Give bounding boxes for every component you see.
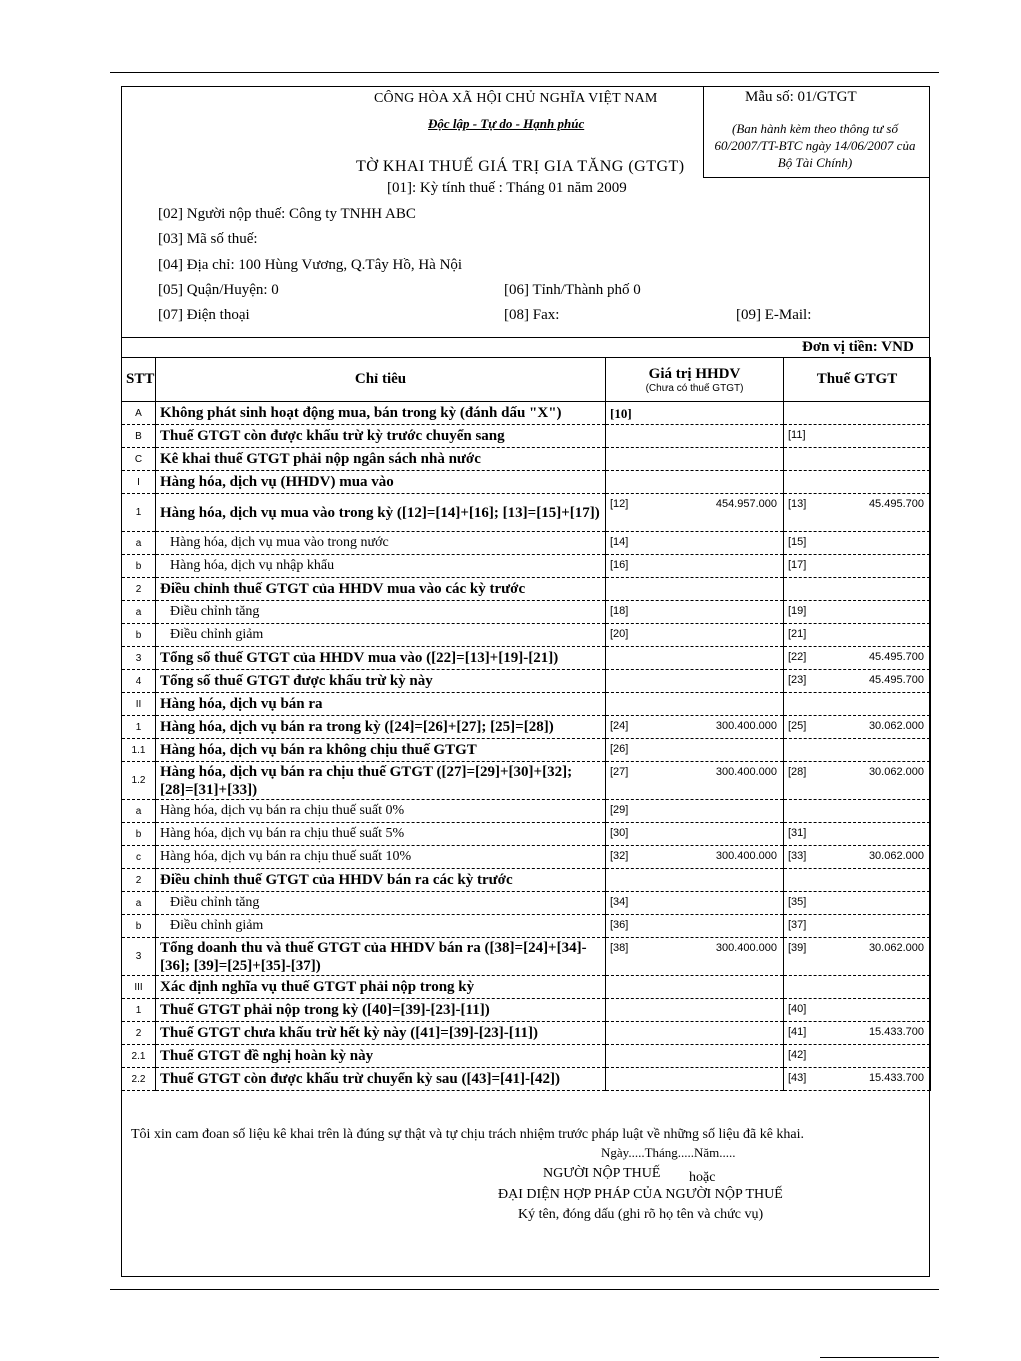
row-label: Tổng doanh thu và thuế GTGT của HHDV bán ra ([38]=[24]+[34]-[36]; [39]=[25]+[35]-[37]): [156, 938, 606, 976]
value-cell: [606, 892, 784, 915]
taxpayer-name: [02] Người nộp thuế: Công ty TNHH ABC: [158, 206, 416, 222]
table-row: [122, 823, 931, 846]
field-code: [40]: [788, 1003, 807, 1015]
tax-cell: [784, 800, 931, 823]
tax-cell: [784, 555, 931, 578]
value-cell: [606, 425, 784, 448]
representative-title: ĐẠI DIỆN HỢP PHÁP CỦA NGƯỜI NỘP THUẾ: [498, 1187, 783, 1202]
district: [05] Quận/Huyện: 0: [158, 282, 279, 298]
col-value-title: Giá trị HHDV: [648, 365, 741, 382]
row-stt: A: [122, 402, 156, 425]
national-motto: Độc lập - Tự do - Hạnh phúc: [428, 116, 585, 131]
field-code: [12]: [610, 498, 629, 510]
value-cell: [606, 823, 784, 846]
row-label: Thuế GTGT còn được khấu trừ kỳ trước chuyển sang: [156, 425, 606, 448]
value-cell: [606, 647, 784, 670]
declaration-table: [121, 357, 931, 1091]
bottom-rule: [110, 1289, 939, 1290]
tax-cell: [784, 601, 931, 624]
field-value: 300.400.000: [715, 720, 777, 732]
issued-by-note: (Ban hành kèm theo thông tư số 60/2007/TT-BTC ngày 14/06/2007 của Bộ Tài Chính): [714, 121, 916, 170]
row-stt: 1: [122, 494, 156, 532]
field-code: [22]: [788, 651, 807, 663]
tax-code: [03] Mã số thuế:: [158, 231, 258, 247]
value-cell: [606, 555, 784, 578]
field-code: [26]: [610, 743, 629, 755]
field-code: [35]: [788, 896, 807, 908]
field-code: [34]: [610, 896, 629, 908]
row-stt: III: [122, 976, 156, 999]
field-code: [18]: [610, 605, 629, 617]
table-row: [122, 532, 931, 555]
field-value: 45.495.700: [868, 651, 924, 663]
taxpayer-address: [04] Địa chỉ: 100 Hùng Vương, Q.Tây Hồ, Hà Nội: [158, 257, 463, 273]
table-row: [122, 716, 931, 739]
corner-rule: [820, 1357, 939, 1358]
row-stt: 3: [122, 647, 156, 670]
field-code: [19]: [788, 605, 807, 617]
tax-cell: [784, 693, 931, 716]
table-row: [122, 624, 931, 647]
row-stt: c: [122, 846, 156, 869]
field-code: [13]: [788, 498, 807, 510]
field-code: [29]: [610, 804, 629, 816]
field-code: [24]: [610, 720, 629, 732]
row-label: Tổng số thuế GTGT của HHDV mua vào ([22]=[13]+[19]-[21]): [156, 647, 606, 670]
sign-date: Ngày.....Tháng.....Năm.....: [601, 1145, 736, 1160]
declaration-statement: Tôi xin cam đoan số liệu kê khai trên là đúng sự thật và tự chịu trách nhiệm trước pháp luật về những số liệu đã kê khai.: [131, 1127, 805, 1142]
tax-cell: [784, 402, 931, 425]
tax-cell: [784, 976, 931, 999]
tax-cell: [784, 999, 931, 1022]
row-label: Hàng hóa, dịch vụ bán ra trong kỳ ([24]=[26]+[27]; [25]=[28]): [156, 716, 606, 739]
value-cell: [606, 601, 784, 624]
row-stt: 4: [122, 670, 156, 693]
field-code: [38]: [610, 942, 629, 954]
col-indicator: Chỉ tiêu: [156, 358, 606, 402]
field-code: [30]: [610, 827, 629, 839]
row-label: Hàng hóa, dịch vụ bán ra: [156, 693, 606, 716]
col-stt: STT: [122, 358, 156, 402]
tax-cell: [784, 471, 931, 494]
tax-cell: [784, 915, 931, 938]
tax-cell: [784, 448, 931, 471]
row-label: Thuế GTGT chưa khấu trừ hết kỳ này ([41]=[39]-[23]-[11]): [156, 1022, 606, 1045]
row-label: Hàng hóa, dịch vụ mua vào trong kỳ ([12]=[14]+[16]; [13]=[15]+[17]): [156, 494, 606, 532]
field-code: [23]: [788, 674, 807, 686]
field-value: 45.495.700: [868, 674, 924, 686]
tax-cell: [784, 823, 931, 846]
row-label: Hàng hóa, dịch vụ bán ra chịu thuế GTGT ([27]=[29]+[30]+[32]; [28]=[31]+[33]): [156, 762, 606, 800]
province: [06] Tỉnh/Thành phố 0: [504, 282, 641, 298]
row-stt: 1: [122, 716, 156, 739]
tax-cell: [784, 670, 931, 693]
field-code: [39]: [788, 942, 807, 954]
table-row: [122, 892, 931, 915]
table-row: [122, 647, 931, 670]
value-cell: [606, 716, 784, 739]
row-label: Tổng số thuế GTGT được khấu trừ kỳ này: [156, 670, 606, 693]
sign-instruction: Ký tên, đóng dấu (ghi rõ họ tên và chức vụ): [518, 1207, 764, 1222]
value-cell: [606, 800, 784, 823]
field-code: [10]: [610, 406, 632, 421]
tax-cell: [784, 869, 931, 892]
tax-cell: [784, 578, 931, 601]
value-cell: [606, 402, 784, 425]
tax-cell: [784, 494, 931, 532]
field-code: [31]: [788, 827, 807, 839]
table-body: [122, 402, 931, 1091]
value-cell: [606, 1022, 784, 1045]
row-stt: C: [122, 448, 156, 471]
table-row: [122, 869, 931, 892]
row-label: Xác định nghĩa vụ thuế GTGT phải nộp trong kỳ: [156, 976, 606, 999]
row-stt: 1.2: [122, 762, 156, 800]
row-label: Hàng hóa, dịch vụ nhập khẩu: [156, 555, 606, 578]
table-row: [122, 494, 931, 532]
field-code: [21]: [788, 628, 807, 640]
table-row: [122, 402, 931, 425]
field-value: 30.062.000: [868, 766, 924, 778]
tax-cell: [784, 1068, 931, 1091]
value-cell: [606, 578, 784, 601]
tax-cell: [784, 647, 931, 670]
table-row: [122, 976, 931, 999]
table-row: [122, 915, 931, 938]
table-row: [122, 800, 931, 823]
value-cell: [606, 976, 784, 999]
field-value: 15.433.700: [868, 1026, 924, 1038]
row-stt: 2: [122, 578, 156, 601]
value-cell: [606, 494, 784, 532]
row-stt: b: [122, 823, 156, 846]
form-number: Mẫu số: 01/GTGT: [745, 89, 857, 105]
row-label: Thuế GTGT đề nghị hoàn kỳ này: [156, 1045, 606, 1068]
row-stt: b: [122, 624, 156, 647]
row-stt: a: [122, 532, 156, 555]
field-code: [42]: [788, 1049, 807, 1061]
row-stt: b: [122, 555, 156, 578]
col-value-note: (Chưa có thuế GTGT): [645, 382, 744, 394]
value-cell: [606, 869, 784, 892]
row-label: Thuế GTGT còn được khấu trừ chuyển kỳ sau ([43]=[41]-[42]): [156, 1068, 606, 1091]
tax-cell: [784, 846, 931, 869]
row-label: Điều chỉnh thuế GTGT của HHDV mua vào các kỳ trước: [156, 578, 606, 601]
table-row: [122, 938, 931, 976]
row-label: Hàng hóa, dịch vụ bán ra chịu thuế suất 0%: [156, 800, 606, 823]
value-cell: [606, 670, 784, 693]
row-stt: II: [122, 693, 156, 716]
table-row: [122, 1068, 931, 1091]
value-cell: [606, 762, 784, 800]
value-cell: [606, 471, 784, 494]
tax-cell: [784, 892, 931, 915]
row-stt: 1.1: [122, 739, 156, 762]
row-label: Điều chỉnh thuế GTGT của HHDV bán ra các kỳ trước: [156, 869, 606, 892]
section-separator: [121, 337, 930, 338]
tax-cell: [784, 938, 931, 976]
value-cell: [606, 915, 784, 938]
field-code: [25]: [788, 720, 807, 732]
field-code: [37]: [788, 919, 807, 931]
form-title: TỜ KHAI THUẾ GIÁ TRỊ GIA TĂNG (GTGT): [356, 158, 685, 175]
value-cell: [606, 693, 784, 716]
tax-cell: [784, 425, 931, 448]
tax-period: [01]: Kỳ tính thuế : Tháng 01 năm 2009: [387, 180, 627, 196]
tax-cell: [784, 1022, 931, 1045]
row-stt: a: [122, 892, 156, 915]
field-value: 300.400.000: [715, 850, 777, 862]
field-code: [20]: [610, 628, 629, 640]
field-value: 30.062.000: [868, 942, 924, 954]
field-code: [11]: [788, 429, 806, 441]
value-cell: [606, 624, 784, 647]
row-stt: 2: [122, 1022, 156, 1045]
row-stt: a: [122, 601, 156, 624]
country-name: CÔNG HÒA XÃ HỘI CHỦ NGHĨA VIỆT NAM: [374, 91, 658, 106]
row-label: Thuế GTGT phải nộp trong kỳ ([40]=[39]-[23]-[11]): [156, 999, 606, 1022]
row-label: Điều chỉnh tăng: [156, 892, 606, 915]
table-row: [122, 1045, 931, 1068]
field-code: [41]: [788, 1026, 807, 1038]
tax-cell: [784, 624, 931, 647]
field-value: 30.062.000: [868, 850, 924, 862]
field-code: [15]: [788, 536, 807, 548]
row-label: Điều chỉnh tăng: [156, 601, 606, 624]
row-stt: a: [122, 800, 156, 823]
value-cell: [606, 1068, 784, 1091]
row-stt: B: [122, 425, 156, 448]
table-row: [122, 448, 931, 471]
value-cell: [606, 448, 784, 471]
field-value: 300.400.000: [715, 766, 777, 778]
fax: [08] Fax:: [504, 307, 560, 323]
row-label: Hàng hóa, dịch vụ (HHDV) mua vào: [156, 471, 606, 494]
table-row: [122, 471, 931, 494]
signer-title: NGƯỜI NỘP THUẾ: [543, 1166, 661, 1181]
table-row: [122, 578, 931, 601]
row-stt: 2.1: [122, 1045, 156, 1068]
value-cell: [606, 999, 784, 1022]
field-code: [17]: [788, 559, 807, 571]
row-label: Hàng hóa, dịch vụ bán ra chịu thuế suất 10%: [156, 846, 606, 869]
row-label: Hàng hóa, dịch vụ bán ra chịu thuế suất 5%: [156, 823, 606, 846]
field-code: [16]: [610, 559, 629, 571]
col-value: [606, 358, 784, 402]
or-text: hoặc: [689, 1170, 716, 1185]
value-cell: [606, 846, 784, 869]
field-code: [33]: [788, 850, 807, 862]
row-stt: b: [122, 915, 156, 938]
row-stt: 1: [122, 999, 156, 1022]
table-row: [122, 739, 931, 762]
field-value: 300.400.000: [715, 942, 777, 954]
row-label: Điều chỉnh giảm: [156, 624, 606, 647]
table-row: [122, 670, 931, 693]
row-stt: 2: [122, 869, 156, 892]
table-row: [122, 425, 931, 448]
col-tax: Thuế GTGT: [784, 358, 931, 402]
field-value: 15.433.700: [868, 1072, 924, 1084]
table-row: [122, 1022, 931, 1045]
field-code: [28]: [788, 766, 807, 778]
field-code: [43]: [788, 1072, 807, 1084]
row-label: Hàng hóa, dịch vụ bán ra không chịu thuế GTGT: [156, 739, 606, 762]
tax-cell: [784, 716, 931, 739]
table-row: [122, 601, 931, 624]
table-row: [122, 693, 931, 716]
field-value: 45.495.700: [868, 498, 924, 510]
value-cell: [606, 938, 784, 976]
row-label: Kê khai thuế GTGT phải nộp ngân sách nhà nước: [156, 448, 606, 471]
row-label: Không phát sinh hoạt động mua, bán trong kỳ (đánh dấu "X"): [156, 402, 606, 425]
top-rule: [110, 72, 939, 73]
field-value: 454.957.000: [715, 498, 777, 510]
field-code: [32]: [610, 850, 629, 862]
currency-unit: Đơn vị tiền: VND: [802, 339, 914, 355]
value-cell: [606, 739, 784, 762]
row-stt: 3: [122, 938, 156, 976]
value-cell: [606, 1045, 784, 1068]
field-code: [36]: [610, 919, 629, 931]
value-cell: [606, 532, 784, 555]
field-code: [27]: [610, 766, 629, 778]
email: [09] E-Mail:: [736, 307, 812, 323]
table-row: [122, 999, 931, 1022]
field-code: [14]: [610, 536, 629, 548]
tax-cell: [784, 532, 931, 555]
tax-cell: [784, 1045, 931, 1068]
table-row: [122, 762, 931, 800]
row-stt: I: [122, 471, 156, 494]
phone: [07] Điện thoại: [158, 307, 250, 323]
table-row: [122, 555, 931, 578]
table-header: [122, 358, 931, 402]
row-label: Hàng hóa, dịch vụ mua vào trong nước: [156, 532, 606, 555]
tax-cell: [784, 762, 931, 800]
row-label: Điều chỉnh giảm: [156, 915, 606, 938]
row-stt: 2.2: [122, 1068, 156, 1091]
table-row: [122, 846, 931, 869]
field-value: 30.062.000: [868, 720, 924, 732]
tax-cell: [784, 739, 931, 762]
